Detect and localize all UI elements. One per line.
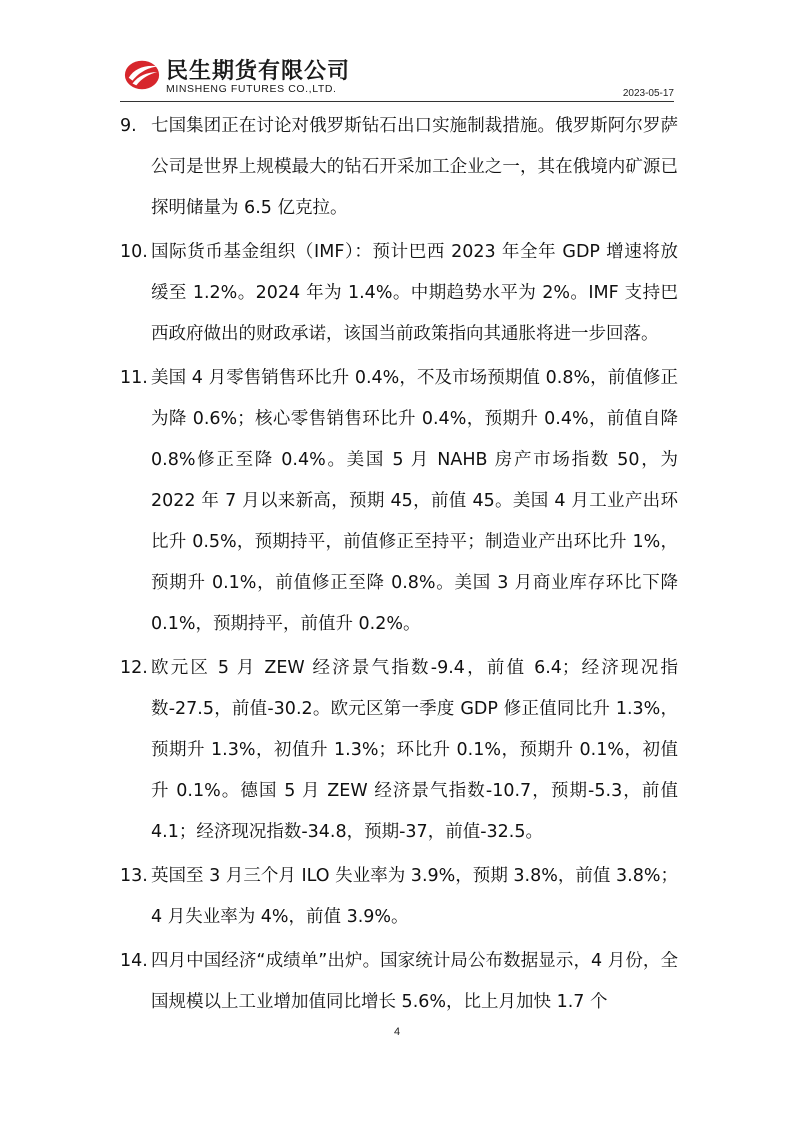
header-divider <box>120 101 674 102</box>
report-date: 2023-05-17 <box>622 88 674 99</box>
company-name-cn: 民生期货有限公司 <box>166 59 351 84</box>
item-number: 12. <box>120 658 148 678</box>
page-number: 4 <box>393 1026 401 1038</box>
company-name-en: MINSHENG FUTURES CO.,LTD. <box>166 83 337 95</box>
item-text: 英国至 3 月三个月 ILO 失业率为 3.9%，预期 3.8%，前值 3.8%；4 月失业率为 4%，前值 3.9%。 <box>151 866 678 927</box>
item-number: 9. <box>120 116 137 136</box>
item-number: 14. <box>120 951 148 971</box>
item-number: 11. <box>120 368 148 388</box>
list-item <box>120 856 678 938</box>
item-text: 美国 4 月零售销售环比升 0.4%，不及市场预期值 0.8%，前值修正为降 0.6%；核心零售销售环比升 0.4%，预期升 0.4%，前值自降 0.8%修正至降 0.4%。美国 5 月 NAHB 房产市场指数 50，为 2022 年 7 月以来新高，预期 45，前值 45。美国 4 月工业产出环比升 0.5%，预期持平，前值修正至持平；制造业产出环比升 1%，预期升 0.1%，前值修正至降 0.8%。美国 3 月商业库存环比下降 0.1%，预期持平，前值升 0.2%。 <box>151 368 678 634</box>
news-list <box>120 106 678 1023</box>
item-text: 欧元区 5 月 ZEW 经济景气指数-9.4，前值 6.4；经济现况指数-27.5，前值-30.2。欧元区第一季度 GDP 修正值同比升 1.3%，预期升 1.3%，初值升 1.3%；环比升 0.1%，预期升 0.1%，初值升 0.1%。德国 5 月 ZEW 经济景气指数-10.7，预期-5.3，前值 4.1；经济现况指数-34.8，预期-37，前值-32.5。 <box>151 658 678 842</box>
item-number: 13. <box>120 866 148 886</box>
list-item <box>120 106 678 229</box>
item-number: 10. <box>120 242 148 262</box>
list-item <box>120 941 678 1023</box>
item-text: 国际货币基金组织（IMF）：预计巴西 2023 年全年 GDP 增速将放缓至 1.2%。2024 年为 1.4%。中期趋势水平为 2%。IMF 支持巴西政府做出的财政承诺，该国当前政策指向其通胀将进一步回落。 <box>151 242 678 344</box>
item-text: 七国集团正在讨论对俄罗斯钻石出口实施制裁措施。俄罗斯阿尔罗萨公司是世界上规模最大的钻石开采加工企业之一，其在俄境内矿源已探明储量为 6.5 亿克拉。 <box>151 116 678 218</box>
list-item <box>120 358 678 645</box>
list-item <box>120 232 678 355</box>
page-header <box>120 52 674 102</box>
item-text: 四月中国经济“成绩单”出炉。国家统计局公布数据显示，4 月份，全国规模以上工业增加值同比增长 5.6%，比上月加快 1.7 个 <box>151 951 678 1012</box>
list-item <box>120 648 678 853</box>
minsheng-logo-icon <box>123 55 161 93</box>
